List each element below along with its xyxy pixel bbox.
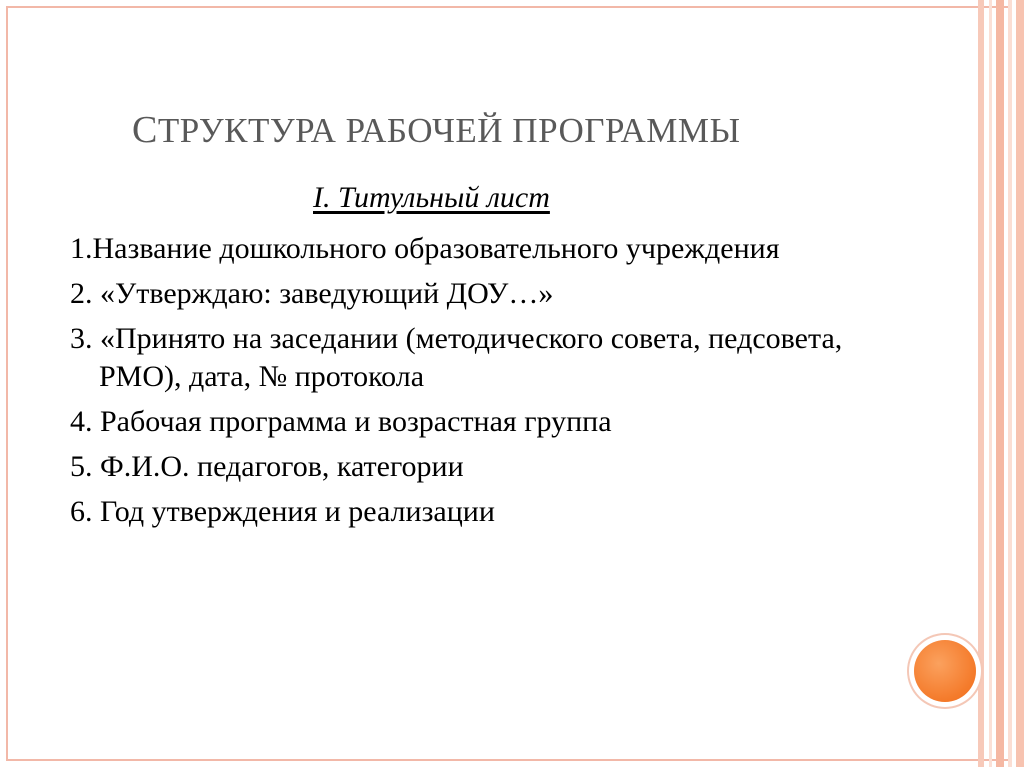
slide-title	[132, 108, 741, 152]
list-item: 6. Год утверждения и реализации	[70, 495, 495, 528]
decorative-stripe	[978, 0, 984, 767]
content-list	[70, 230, 930, 538]
list-item: 4. Рабочая программа и возрастная группа	[70, 405, 612, 438]
list-item: 1.Название дошкольного образовательного учреждения	[70, 232, 780, 265]
section-subtitle: I. Титульный лист	[313, 181, 550, 214]
decorative-stripe	[1008, 0, 1012, 767]
decorative-stripe	[996, 0, 1004, 767]
decorative-circle	[914, 640, 976, 702]
slide-title-rest: ТРУКТУРА РАБОЧЕЙ ПРОГРАММЫ	[157, 111, 741, 150]
decorative-stripe	[989, 0, 992, 767]
list-item: 5. Ф.И.О. педагогов, категории	[70, 450, 464, 483]
decorative-stripe	[1016, 0, 1024, 767]
list-item: 2. «Утверждаю: заведующий ДОУ…»	[70, 277, 554, 310]
slide-title-initial: С	[132, 109, 158, 151]
list-item: 3. «Принято на заседании (методического совета, педсовета, РМО), дата, № протокола	[70, 322, 843, 393]
